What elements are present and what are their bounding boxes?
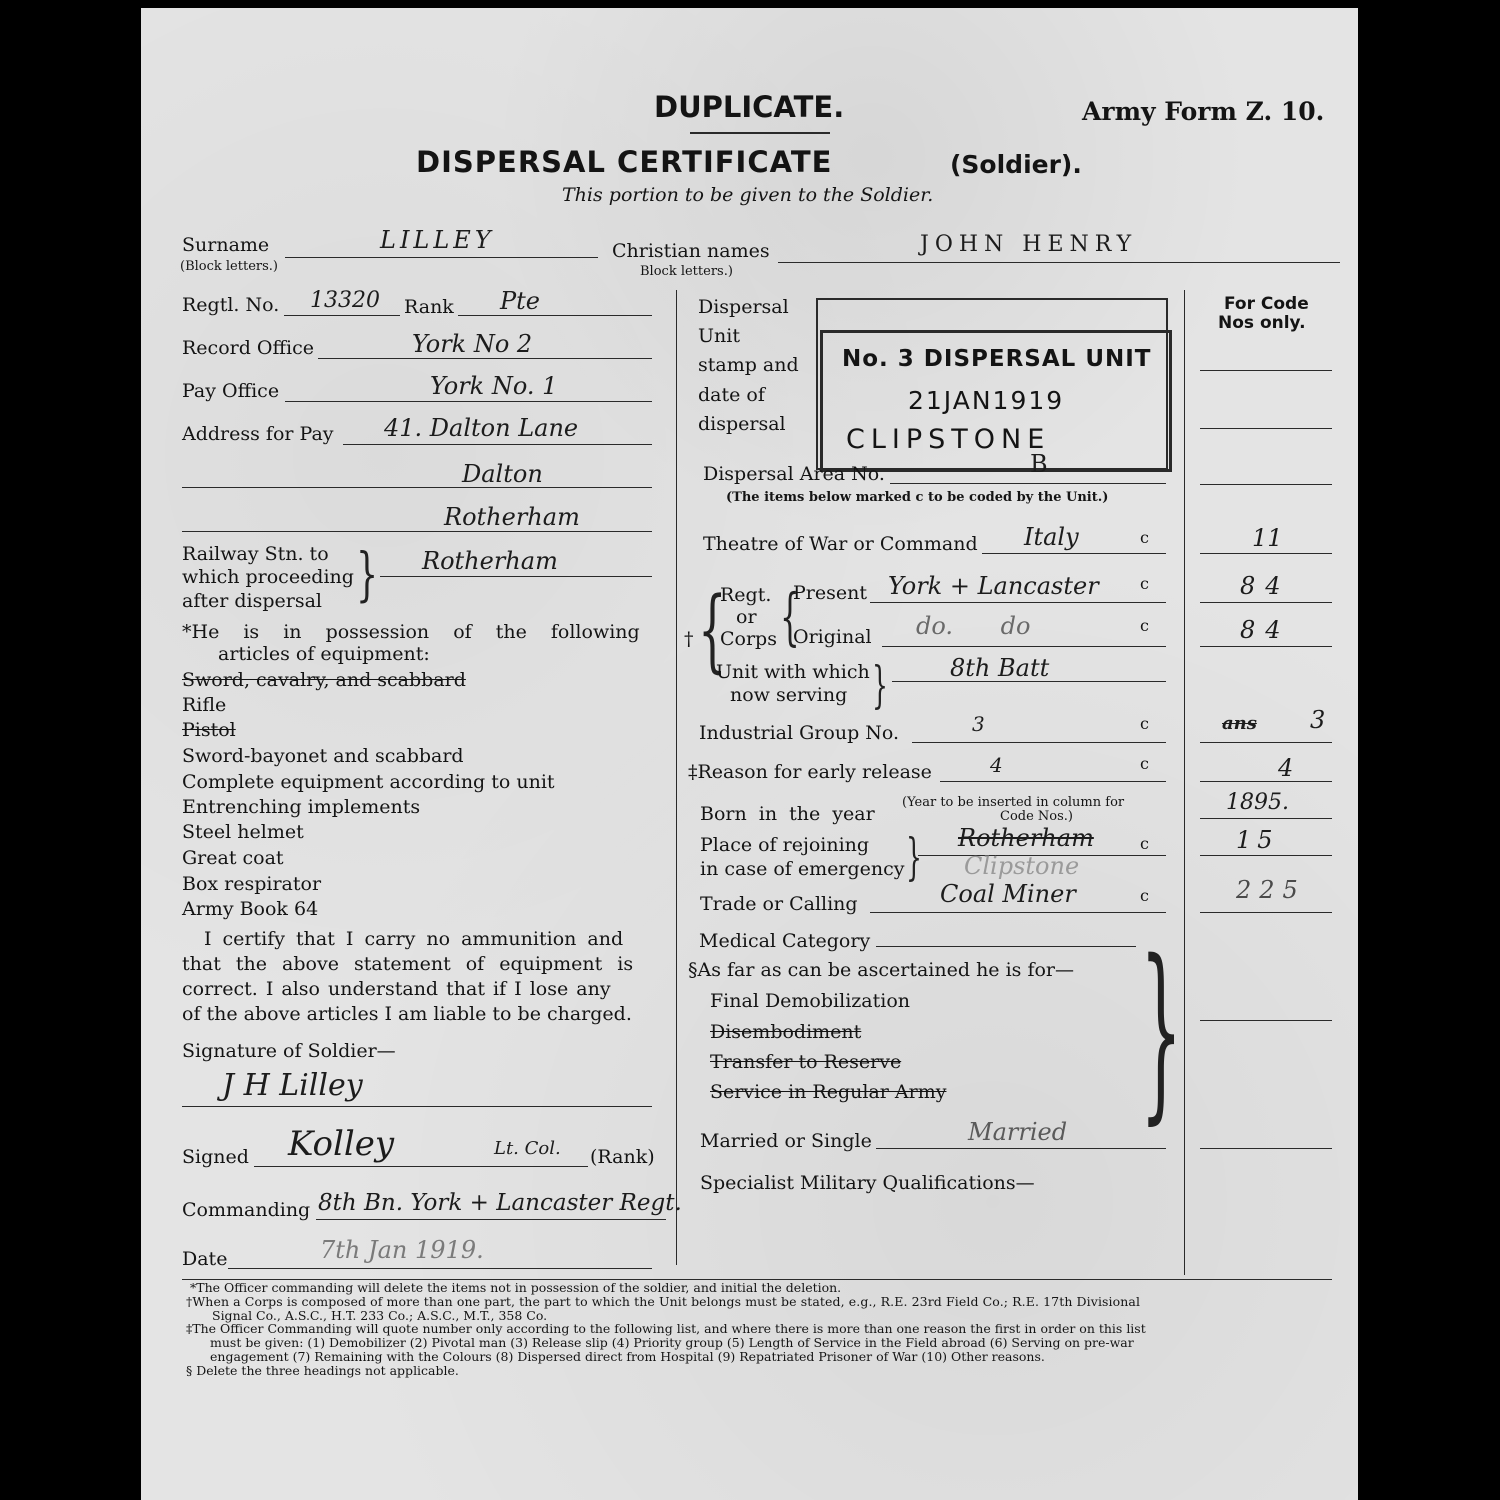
commanding-line bbox=[316, 1219, 666, 1220]
or-word: or bbox=[736, 606, 757, 628]
equipment-item: Complete equipment according to unit bbox=[182, 771, 555, 793]
address-line-3 bbox=[182, 531, 652, 532]
footnote: § Delete the three headings not applicable. bbox=[186, 1363, 459, 1378]
trade-label: Trade or Calling bbox=[700, 893, 858, 915]
christian-names-label: Christian names bbox=[612, 240, 770, 262]
original-value: do. do bbox=[916, 612, 1031, 640]
unit-brace: } bbox=[872, 656, 888, 714]
rejoining-label-2: in case of emergency bbox=[700, 858, 905, 880]
married-line bbox=[876, 1148, 1166, 1149]
born-year-note-2: Code Nos.) bbox=[1000, 809, 1073, 824]
pay-office-line bbox=[285, 401, 652, 402]
code-line bbox=[1200, 818, 1332, 819]
code-line bbox=[1200, 602, 1332, 603]
signature-label: Signature of Soldier— bbox=[182, 1040, 396, 1062]
possession-text-2: articles of equipment: bbox=[218, 643, 430, 665]
early-release-line bbox=[940, 781, 1166, 782]
married-label: Married or Single bbox=[700, 1130, 872, 1152]
footnote: ‡The Officer Commanding will quote number only according to the following list, and where there is more than one reason the first in order on this list bbox=[186, 1321, 1146, 1336]
option-disembodiment: Disembodiment bbox=[710, 1021, 862, 1043]
early-release-value: 4 bbox=[990, 753, 1003, 777]
code-industrial: 3 bbox=[1310, 706, 1326, 734]
early-release-label: ‡Reason for early release bbox=[688, 761, 932, 783]
code-rejoin: 15 bbox=[1236, 826, 1279, 854]
equipment-item: Great coat bbox=[182, 847, 284, 869]
equipment-item: Army Book 64 bbox=[182, 898, 319, 920]
commanding-label: Commanding bbox=[182, 1199, 311, 1221]
regtl-no-line bbox=[284, 315, 400, 316]
code-trade: 225 bbox=[1236, 876, 1306, 904]
code-line bbox=[1200, 553, 1332, 554]
code-theatre: 11 bbox=[1252, 524, 1283, 552]
code-column-header-1: For Code bbox=[1224, 294, 1309, 314]
footnote: Signal Co., A.S.C., H.T. 233 Co.; A.S.C., M.T., 358 Co. bbox=[212, 1308, 548, 1323]
present-c-mark: c bbox=[1140, 574, 1149, 593]
christian-names-sub-label: Block letters.) bbox=[640, 264, 733, 279]
regt-dagger: † bbox=[684, 628, 694, 650]
officer-signature: Kolley bbox=[288, 1124, 395, 1164]
medical-category-line bbox=[876, 946, 1136, 947]
theatre-c-mark: c bbox=[1140, 528, 1149, 547]
record-office-value: York No 2 bbox=[412, 330, 533, 358]
stamp-label-3: stamp and bbox=[698, 354, 799, 376]
present-value: York + Lancaster bbox=[888, 572, 1099, 600]
soldier-signature: J H Lilley bbox=[222, 1068, 363, 1103]
trade-line bbox=[870, 912, 1166, 913]
original-label: Original bbox=[793, 626, 872, 648]
code-reason: 4 bbox=[1278, 754, 1294, 782]
address-value-3: Rotherham bbox=[444, 503, 580, 531]
footnote: *The Officer commanding will delete the items not in possession of the soldier, and initial the deletion. bbox=[190, 1280, 842, 1295]
coded-note: (The items below marked c to be coded by the Unit.) bbox=[726, 490, 1109, 505]
option-regular-army: Service in Regular Army bbox=[710, 1081, 947, 1103]
address-value-1: 41. Dalton Lane bbox=[384, 414, 579, 442]
industrial-c-mark: c bbox=[1140, 714, 1149, 733]
regtl-no-value: 13320 bbox=[310, 288, 380, 313]
rank-suffix-label: (Rank) bbox=[590, 1146, 655, 1168]
railway-label-1: Railway Stn. to bbox=[182, 543, 329, 565]
duplicate-underline bbox=[690, 132, 830, 134]
corps-word: Corps bbox=[720, 628, 777, 650]
form-id: Army Form Z. 10. bbox=[1082, 97, 1325, 126]
possession-text-1: *He is in possession of the following bbox=[182, 621, 640, 643]
code-industrial-struck: ans bbox=[1222, 713, 1257, 734]
certify-text-4: of the above articles I am liable to be charged. bbox=[182, 1003, 632, 1025]
rejoining-value-1: Rotherham bbox=[958, 824, 1094, 852]
left-column-divider bbox=[676, 290, 677, 1265]
regt-corps-brace: { bbox=[698, 578, 727, 683]
code-line bbox=[1200, 1148, 1332, 1149]
railway-value: Rotherham bbox=[422, 547, 558, 575]
option-transfer-reserve: Transfer to Reserve bbox=[710, 1051, 902, 1073]
regtl-no-label: Regtl. No. bbox=[182, 294, 280, 316]
early-release-c-mark: c bbox=[1140, 754, 1149, 773]
equipment-item: Steel helmet bbox=[182, 821, 304, 843]
code-present: 84 bbox=[1240, 572, 1291, 600]
address-line-1 bbox=[343, 444, 652, 445]
equipment-item: Rifle bbox=[182, 694, 227, 716]
theatre-line bbox=[982, 553, 1166, 554]
certificate-title-suffix: (Soldier). bbox=[950, 150, 1082, 179]
stamp-label-5: dispersal bbox=[698, 413, 786, 435]
specialist-label: Specialist Military Qualifications— bbox=[700, 1172, 1035, 1194]
railway-label-3: after dispersal bbox=[182, 590, 322, 612]
dispersal-area-label: Dispersal Area No. bbox=[703, 463, 885, 485]
rejoining-label-1: Place of rejoining bbox=[700, 834, 870, 856]
footnote: must be given: (1) Demobilizer (2) Pivotal man (3) Release slip (4) Priority group (5) Length of Service in the Field abroad (6) Serving on pre-war bbox=[210, 1335, 1134, 1350]
rank-label: Rank bbox=[404, 296, 454, 318]
surname-line bbox=[285, 257, 598, 258]
trade-c-mark: c bbox=[1140, 886, 1149, 905]
signature-line bbox=[182, 1106, 652, 1107]
code-original: 84 bbox=[1240, 616, 1291, 644]
surname-sub-label: (Block letters.) bbox=[180, 259, 278, 274]
rank-line bbox=[458, 315, 652, 316]
stamp-place-text: CLIPSTONE bbox=[846, 424, 1051, 455]
code-line bbox=[1200, 370, 1332, 371]
industrial-group-value: 3 bbox=[972, 712, 985, 736]
code-line bbox=[1200, 912, 1332, 913]
stamp-unit-text: No. 3 DISPERSAL UNIT bbox=[842, 346, 1152, 372]
present-line bbox=[870, 602, 1166, 603]
equipment-item: Entrenching implements bbox=[182, 796, 421, 818]
original-line bbox=[882, 646, 1166, 647]
code-line bbox=[1200, 781, 1332, 782]
medical-category-label: Medical Category bbox=[699, 930, 871, 952]
date-line bbox=[228, 1268, 652, 1269]
code-line bbox=[1200, 1020, 1332, 1021]
industrial-group-line bbox=[912, 742, 1166, 743]
equipment-item: Box respirator bbox=[182, 873, 322, 895]
signed-line bbox=[254, 1166, 588, 1167]
industrial-group-label: Industrial Group No. bbox=[699, 722, 900, 744]
equipment-item: Sword, cavalry, and scabbard bbox=[182, 669, 466, 691]
code-line bbox=[1200, 484, 1332, 485]
certify-text-2: that the above statement of equipment is bbox=[182, 953, 634, 975]
regt-word: Regt. bbox=[720, 584, 772, 606]
date-value: 7th Jan 1919. bbox=[320, 1236, 484, 1264]
address-value-2: Dalton bbox=[462, 460, 543, 488]
equipment-item: Sword-bayonet and scabbard bbox=[182, 745, 464, 767]
present-label: Present bbox=[793, 582, 867, 604]
option-final-demobilization: Final Demobilization bbox=[710, 990, 910, 1012]
trade-value: Coal Miner bbox=[940, 880, 1076, 908]
code-column-divider bbox=[1184, 290, 1185, 1275]
pay-office-value: York No. 1 bbox=[430, 372, 558, 400]
footnote: †When a Corps is composed of more than one part, the part to which the Unit belongs must be stated, e.g., R.E. 23rd Field Co.; R.E. 17th Divisional bbox=[186, 1294, 1141, 1309]
code-column-header-2: Nos only. bbox=[1218, 313, 1306, 333]
rejoining-brace: } bbox=[906, 828, 922, 886]
date-label: Date bbox=[182, 1248, 228, 1270]
record-office-line bbox=[318, 358, 652, 359]
signed-label: Signed bbox=[182, 1146, 249, 1168]
duplicate-heading: DUPLICATE. bbox=[654, 90, 845, 124]
unit-label-1: Unit with which bbox=[716, 661, 870, 683]
address-line-2 bbox=[182, 487, 652, 488]
theatre-value: Italy bbox=[1024, 523, 1079, 551]
born-year-note-1: (Year to be inserted in column for bbox=[902, 795, 1125, 810]
born-year-label: Born in the year bbox=[700, 803, 875, 825]
unit-value: 8th Batt bbox=[950, 654, 1050, 682]
rank-value: Pte bbox=[500, 287, 540, 315]
stamp-label-1: Dispersal bbox=[698, 296, 789, 318]
options-brace: } bbox=[1140, 920, 1183, 1141]
rejoining-c-mark: c bbox=[1140, 834, 1149, 853]
equipment-item: Pistol bbox=[182, 719, 236, 741]
code-line bbox=[1200, 742, 1332, 743]
record-office-label: Record Office bbox=[182, 337, 314, 359]
dispersal-area-line bbox=[890, 483, 1166, 484]
officer-rank-value: Lt. Col. bbox=[494, 1138, 561, 1159]
stamp-date-text: 21JAN1919 bbox=[908, 386, 1065, 415]
address-label: Address for Pay bbox=[182, 423, 334, 445]
stamp-label-4: date of bbox=[698, 384, 765, 406]
certificate-subtitle: This portion to be given to the Soldier. bbox=[562, 184, 934, 206]
certify-text-3: correct. I also understand that if I lose any bbox=[182, 978, 611, 1000]
railway-line bbox=[380, 576, 652, 577]
footnote: engagement (7) Remaining with the Colours (8) Dispersed direct from Hospital (9) Repatriated Prisoner of War (10) Other reasons. bbox=[210, 1349, 1045, 1364]
surname-value: LILLEY bbox=[380, 226, 495, 254]
married-value: Married bbox=[968, 1118, 1068, 1146]
ascertained-label: §As far as can be ascertained he is for— bbox=[688, 959, 1075, 981]
code-born: 1895. bbox=[1226, 790, 1289, 815]
code-line bbox=[1200, 646, 1332, 647]
railway-brace: } bbox=[356, 540, 379, 608]
christian-names-value: JOHN HENRY bbox=[920, 232, 1138, 257]
dispersal-area-value: B bbox=[1030, 450, 1048, 478]
certificate-title: DISPERSAL CERTIFICATE bbox=[416, 145, 833, 179]
original-c-mark: c bbox=[1140, 616, 1149, 635]
rejoining-value-2: Clipstone bbox=[964, 852, 1080, 880]
stamp-label-2: Unit bbox=[698, 325, 740, 347]
pay-office-label: Pay Office bbox=[182, 380, 280, 402]
theatre-label: Theatre of War or Command bbox=[703, 533, 978, 555]
christian-names-line bbox=[778, 262, 1340, 263]
code-line bbox=[1200, 855, 1332, 856]
commanding-value: 8th Bn. York + Lancaster Regt. bbox=[318, 1190, 682, 1216]
unit-label-2: now serving bbox=[730, 684, 848, 706]
railway-label-2: which proceeding bbox=[182, 566, 354, 588]
certify-text-1: I certify that I carry no ammunition and bbox=[204, 928, 624, 950]
code-line bbox=[1200, 428, 1332, 429]
surname-label: Surname bbox=[182, 234, 270, 256]
present-original-brace: { bbox=[780, 580, 800, 653]
